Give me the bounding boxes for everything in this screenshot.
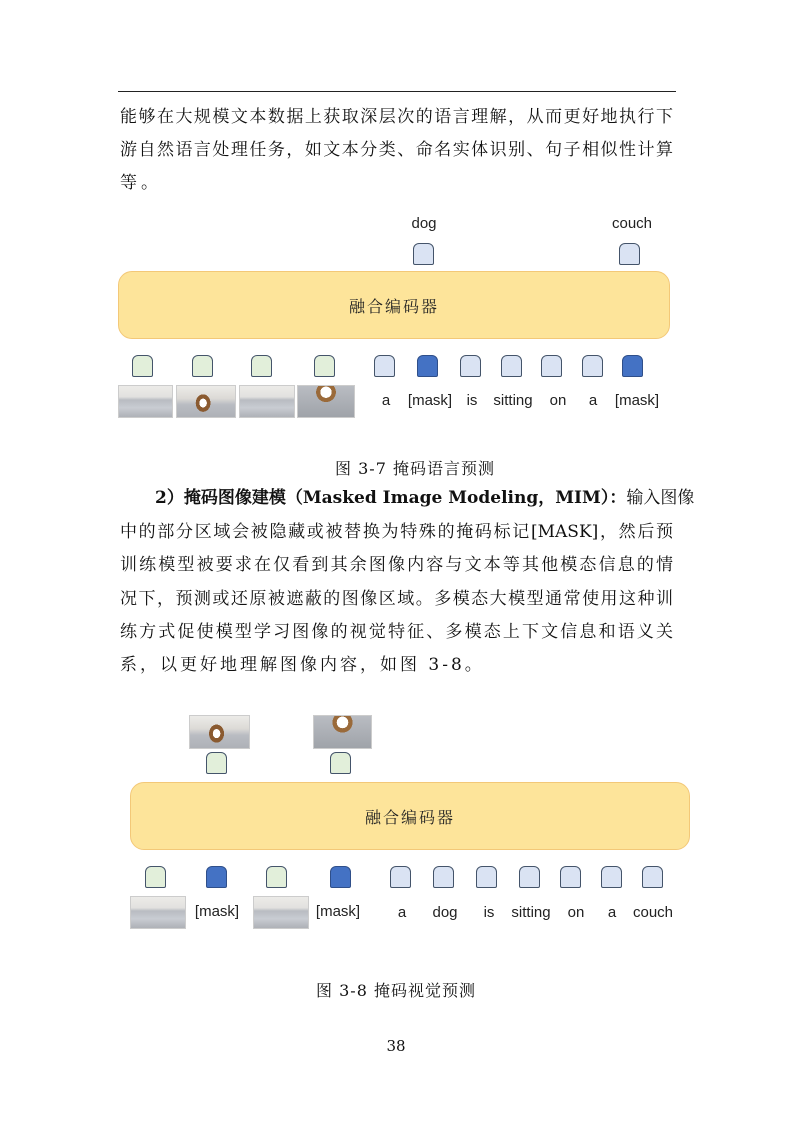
mask-token: [206, 866, 227, 888]
word: couch: [632, 904, 674, 921]
section-heading: 2）掩码图像建模（Masked Image Modeling，MIM）：: [155, 488, 627, 508]
text-token: [390, 866, 411, 888]
word: is: [466, 392, 478, 409]
image-token: [266, 866, 287, 888]
text-token: [582, 355, 603, 377]
figure-caption: 图 3-7 掩码语言预测: [335, 459, 495, 478]
paragraph-line: 训练模型被要求在仅看到其余图像内容与文本等其他模态信息的情: [120, 555, 673, 575]
image-token: [314, 355, 335, 377]
text-token: [560, 866, 581, 888]
output-token: [330, 752, 351, 774]
paragraph-line: 况下，预测或还原被遮蔽的图像区域。多模态大模型通常使用这种训: [120, 589, 673, 609]
word: [mask]: [407, 392, 453, 409]
image-mask-label: [mask]: [194, 903, 240, 920]
text-token: [374, 355, 395, 377]
word: on: [549, 392, 567, 409]
text-token: [642, 866, 663, 888]
mask-token: [417, 355, 438, 377]
mask-token: [622, 355, 643, 377]
image-patch: [118, 385, 173, 418]
word: a: [397, 904, 407, 921]
image-patch: [176, 385, 236, 418]
image-patch: [297, 385, 355, 418]
paragraph-line: [155, 486, 695, 510]
image-patch: [239, 385, 295, 418]
output-token: [413, 243, 434, 265]
text-token: [541, 355, 562, 377]
paragraph-line: 游自然语言处理任务，如文本分类、命名实体识别、句子相似性计算: [120, 140, 673, 160]
output-word: dog: [411, 215, 437, 232]
fusion-encoder: 融合编码器: [118, 271, 670, 339]
image-mask-label: [mask]: [315, 903, 361, 920]
image-token: [132, 355, 153, 377]
text-token: [476, 866, 497, 888]
paragraph-line: 能够在大规模文本数据上获取深层次的语言理解，从而更好地执行下: [120, 107, 673, 127]
word: [mask]: [614, 392, 660, 409]
reconstructed-image-patch: [313, 715, 372, 749]
word: sitting: [511, 904, 551, 921]
image-token: [145, 866, 166, 888]
text-token: [501, 355, 522, 377]
text-token: [460, 355, 481, 377]
text-token: [601, 866, 622, 888]
word: a: [588, 392, 598, 409]
output-word: couch: [611, 215, 653, 232]
image-patch: [130, 896, 186, 929]
word: sitting: [493, 392, 533, 409]
paragraph-line: 练方式促使模型学习图像的视觉特征、多模态上下文信息和语义关: [120, 622, 673, 642]
paragraph-line: 等。: [120, 173, 162, 193]
paragraph-line: 中的部分区域会被隐藏或被替换为特殊的掩码标记[MASK]，然后预: [120, 522, 673, 542]
image-token: [251, 355, 272, 377]
fusion-encoder: 融合编码器: [130, 782, 690, 850]
figure-caption: 图 3-8 掩码视觉预测: [316, 981, 476, 1000]
text-token: [433, 866, 454, 888]
image-patch: [253, 896, 309, 929]
word: on: [567, 904, 585, 921]
word: a: [381, 392, 391, 409]
reconstructed-image-patch: [189, 715, 250, 749]
output-token: [619, 243, 640, 265]
header-rule: [118, 91, 676, 92]
text: 输入图像: [626, 488, 695, 508]
word: dog: [432, 904, 458, 921]
page-number: 38: [386, 1037, 406, 1055]
paragraph-line: 系，以更好地理解图像内容，如图 3-8。: [120, 655, 485, 675]
output-token: [206, 752, 227, 774]
text-token: [519, 866, 540, 888]
word: a: [607, 904, 617, 921]
word: is: [483, 904, 495, 921]
mask-token: [330, 866, 351, 888]
image-token: [192, 355, 213, 377]
